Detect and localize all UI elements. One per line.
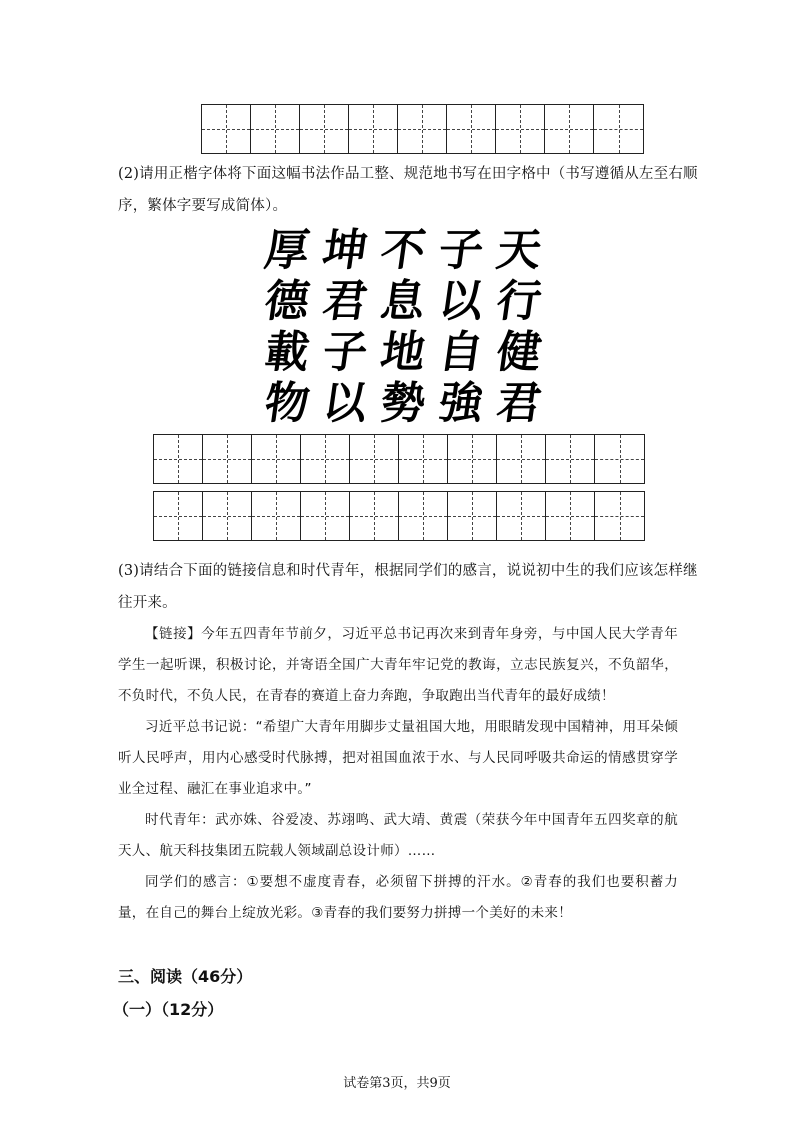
grid-cell[interactable] bbox=[448, 492, 497, 540]
calligraphy-char: 子 bbox=[435, 225, 487, 276]
grid-cell[interactable] bbox=[252, 492, 301, 540]
calligraphy-char: 勢 bbox=[377, 378, 429, 429]
writing-grid-top bbox=[201, 104, 644, 154]
calligraphy-char: 以 bbox=[319, 378, 371, 429]
question-3-line2: 往开来。 bbox=[118, 595, 177, 611]
passage-paragraph-youth: 时代青年：武亦姝、谷爱凌、苏翊鸣、武大靖、黄震（荣获今年中国青年五四奖章的航天人、航天科技集团五院载人领域副总设计师）…… bbox=[118, 812, 678, 859]
section-subtitle: （一）（12分） bbox=[113, 1000, 224, 1019]
calligraphy-char: 自 bbox=[435, 327, 487, 378]
question-3-line1: (3)请结合下面的链接信息和时代青年，根据同学们的感言，说说初中生的我们应该怎样继 bbox=[118, 563, 698, 579]
calligraphy-char: 地 bbox=[377, 327, 429, 378]
grid-cell[interactable] bbox=[301, 435, 350, 483]
calligraphy-artwork bbox=[258, 225, 548, 430]
grid-cell bbox=[202, 105, 251, 153]
passage-paragraph-quote: 习近平总书记说：“希望广大青年用脚步丈量祖国大地，用眼睛发现中国精神，用耳朵倾听人民呼声，用内心感受时代脉搏，把对祖国血浓于水、与人民同呼吸共命运的情感贯穿学业全过程、融汇在事业追求中。” bbox=[118, 719, 678, 797]
link-passage bbox=[118, 619, 678, 929]
calligraphy-char: 載 bbox=[261, 327, 313, 378]
question-2-line2: 序，繁体字要写成简体）。 bbox=[118, 198, 288, 214]
grid-cell bbox=[251, 105, 300, 153]
calligraphy-column-5 bbox=[490, 225, 548, 429]
passage-paragraph-link: 【链接】今年五四青年节前夕，习近平总书记再次来到青年身旁，与中国人民大学青年学生一起听课，积极讨论，并寄语全国广大青年牢记党的教诲，立志民族复兴，不负韶华，不负时代，不负人民，在青春的赛道上奋力奔跑，争取跑出当代青年的最好成绩！ bbox=[118, 626, 678, 704]
grid-cell bbox=[594, 105, 643, 153]
grid-cell[interactable] bbox=[497, 492, 546, 540]
calligraphy-column-2 bbox=[316, 225, 374, 429]
calligraphy-char: 不 bbox=[377, 225, 429, 276]
question-2-line1: (2)请用正楷字体将下面这幅书法作品工整、规范地书写在田字格中（书写遵循从左至右顺 bbox=[118, 166, 698, 182]
calligraphy-column-3 bbox=[374, 225, 432, 429]
grid-cell[interactable] bbox=[203, 435, 252, 483]
grid-cell[interactable] bbox=[399, 492, 448, 540]
calligraphy-char: 行 bbox=[493, 276, 545, 327]
grid-cell bbox=[496, 105, 545, 153]
grid-cell[interactable] bbox=[399, 435, 448, 483]
grid-cell bbox=[349, 105, 398, 153]
calligraphy-char: 君 bbox=[319, 276, 371, 327]
writing-grid-row-2[interactable] bbox=[153, 491, 645, 541]
calligraphy-char: 以 bbox=[435, 276, 487, 327]
grid-cell[interactable] bbox=[154, 492, 203, 540]
grid-cell[interactable] bbox=[350, 435, 399, 483]
calligraphy-char: 坤 bbox=[319, 225, 371, 276]
grid-cell bbox=[545, 105, 594, 153]
grid-cell[interactable] bbox=[595, 492, 644, 540]
grid-cell[interactable] bbox=[497, 435, 546, 483]
grid-cell[interactable] bbox=[252, 435, 301, 483]
grid-cell[interactable] bbox=[350, 492, 399, 540]
writing-grid-row-1[interactable] bbox=[153, 434, 645, 484]
grid-cell[interactable] bbox=[448, 435, 497, 483]
grid-cell[interactable] bbox=[546, 435, 595, 483]
calligraphy-char: 天 bbox=[493, 225, 545, 276]
grid-cell[interactable] bbox=[301, 492, 350, 540]
calligraphy-char: 強 bbox=[435, 378, 487, 429]
calligraphy-char: 健 bbox=[493, 327, 545, 378]
calligraphy-char: 厚 bbox=[261, 225, 313, 276]
grid-cell bbox=[300, 105, 349, 153]
calligraphy-column-1 bbox=[258, 225, 316, 429]
grid-cell[interactable] bbox=[154, 435, 203, 483]
calligraphy-char: 息 bbox=[377, 276, 429, 327]
grid-cell[interactable] bbox=[546, 492, 595, 540]
calligraphy-column-4 bbox=[432, 225, 490, 429]
passage-paragraph-reflections: 同学们的感言：①要想不虚度青春，必须留下拼搏的汗水。②青春的我们也要积蓄力量，在自己的舞台上绽放光彩。③青春的我们要努力拼搏一个美好的未来！ bbox=[118, 874, 678, 921]
page-footer: 试卷第3页，共9页 bbox=[343, 1076, 451, 1091]
grid-cell[interactable] bbox=[203, 492, 252, 540]
grid-cell bbox=[447, 105, 496, 153]
grid-cell bbox=[398, 105, 447, 153]
calligraphy-char: 物 bbox=[261, 378, 313, 429]
calligraphy-char: 君 bbox=[493, 378, 545, 429]
section-title: 三、阅读（46分） bbox=[118, 967, 253, 986]
calligraphy-char: 子 bbox=[319, 327, 371, 378]
calligraphy-char: 德 bbox=[261, 276, 313, 327]
grid-cell[interactable] bbox=[595, 435, 644, 483]
